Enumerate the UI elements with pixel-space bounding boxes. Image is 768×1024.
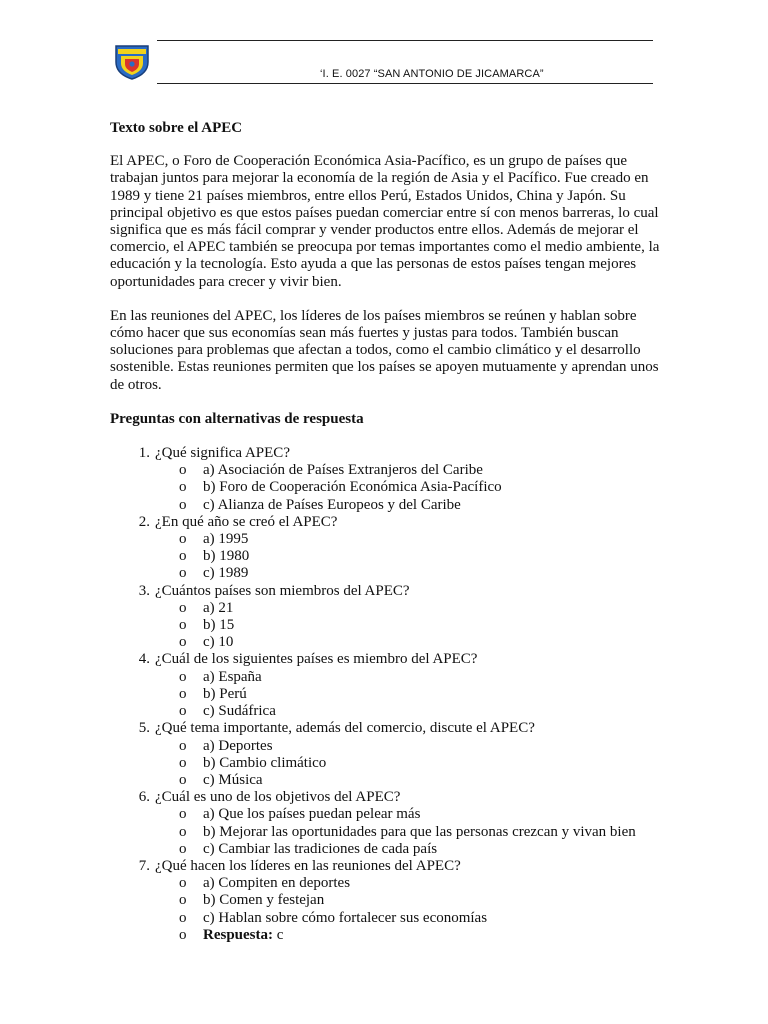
- bullet-icon: o: [179, 462, 187, 479]
- question-item: [110, 445, 662, 514]
- question-text: ¿Cuántos países son miembros del APEC?: [155, 582, 410, 599]
- document-body: [110, 120, 662, 944]
- option-item: [110, 892, 662, 909]
- questions-title: Preguntas con alternativas de respuesta: [110, 410, 364, 427]
- question-text: ¿Cuál de los siguientes países es miembro del APEC?: [155, 651, 478, 668]
- option-text: a) España: [203, 668, 262, 685]
- question-row: [110, 651, 662, 668]
- paragraph-1: El APEC, o Foro de Cooperación Económica Asia-Pacífico, es un grupo de países que trabajan juntos para mejorar la economía de la región de Asia y el Pacífico. Fue creado en 1989 y tiene 21 países miembros, entre ellos Perú, Estados Unidos, China y Japón. Su principal objetivo es que estos países puedan comerciar entre sí con menos barreras, lo cual significa que es más fácil comprar y vender productos entre ellos. Además de mejorar el comercio, el APEC también se preocupa por temas importantes como el medio ambiente, la educación y la tecnología. Esto ayuda a que las personas de estos países tengan mejores oportunidades para crecer y vivir bien.: [110, 153, 660, 290]
- question-number: 1.: [138, 445, 150, 462]
- question-row: [110, 514, 662, 531]
- question-item: [110, 651, 662, 720]
- option-text: b) Cambio climático: [203, 754, 327, 771]
- header-rule-top: [157, 40, 653, 41]
- bullet-icon: o: [179, 565, 187, 582]
- question-item: [110, 514, 662, 583]
- bullet-icon: o: [179, 909, 187, 926]
- option-item: [110, 738, 662, 755]
- option-item: [110, 669, 662, 686]
- option-text: c) 10: [203, 634, 234, 651]
- option-text: c) Hablan sobre cómo fortalecer sus economías: [203, 909, 488, 926]
- option-item: [110, 565, 662, 582]
- option-text: a) 1995: [203, 531, 249, 548]
- bullet-icon: o: [179, 703, 187, 720]
- question-text: ¿Qué significa APEC?: [155, 445, 290, 462]
- question-number: 3.: [138, 582, 150, 599]
- question-item: [110, 789, 662, 858]
- school-crest-icon: [112, 40, 152, 80]
- option-item: [110, 703, 662, 720]
- bullet-icon: o: [179, 806, 187, 823]
- options-list: [110, 600, 662, 652]
- bullet-icon: o: [179, 754, 187, 771]
- question-item: [110, 583, 662, 652]
- option-item: [110, 824, 662, 841]
- option-text: c) 1989: [203, 565, 249, 582]
- option-item: [110, 686, 662, 703]
- bullet-icon: o: [179, 531, 187, 548]
- option-text: c) Cambiar las tradiciones de cada país: [203, 840, 438, 857]
- question-row: [110, 858, 662, 875]
- question-row: [110, 789, 662, 806]
- option-text: a) Que los países puedan pelear más: [203, 806, 421, 823]
- option-item: [110, 479, 662, 496]
- bullet-icon: o: [179, 685, 187, 702]
- bullet-icon: o: [179, 496, 187, 513]
- bullet-icon: o: [179, 892, 187, 909]
- option-text: c) Sudáfrica: [203, 703, 276, 720]
- option-text: a) Deportes: [203, 737, 273, 754]
- options-list: [110, 531, 662, 583]
- bullet-icon: o: [179, 479, 187, 496]
- option-item: [110, 617, 662, 634]
- options-list: [110, 875, 662, 944]
- question-number: 4.: [138, 651, 150, 668]
- options-list: [110, 806, 662, 858]
- answer-label: Respuesta:: [203, 926, 273, 943]
- bullet-icon: o: [179, 548, 187, 565]
- option-text: c) Música: [203, 771, 263, 788]
- question-text: ¿En qué año se creó el APEC?: [155, 513, 338, 530]
- option-item: [110, 806, 662, 823]
- question-row: [110, 583, 662, 600]
- option-item: [110, 634, 662, 651]
- option-text: c) Alianza de Países Europeos y del Caribe: [203, 496, 461, 513]
- header-rule-bottom: [157, 83, 653, 84]
- bullet-icon: o: [179, 599, 187, 616]
- options-list: [110, 738, 662, 790]
- option-item: [110, 910, 662, 927]
- question-text: ¿Qué tema importante, además del comercio, discute el APEC?: [155, 720, 535, 737]
- question-number: 6.: [138, 789, 150, 806]
- question-number: 5.: [138, 720, 150, 737]
- option-text: b) Foro de Cooperación Económica Asia-Pacífico: [203, 479, 502, 496]
- option-text: b) 15: [203, 617, 235, 634]
- bullet-icon: o: [179, 668, 187, 685]
- options-list: [110, 669, 662, 721]
- option-item: [110, 531, 662, 548]
- option-text: b) Comen y festejan: [203, 892, 325, 909]
- option-item: [110, 841, 662, 858]
- document-title: Texto sobre el APEC: [110, 120, 243, 136]
- option-item: [110, 497, 662, 514]
- option-text: a) Asociación de Países Extranjeros del Caribe: [203, 462, 483, 479]
- option-text: a) Compiten en deportes: [203, 875, 351, 892]
- options-list: [110, 462, 662, 514]
- page-header: [0, 0, 768, 100]
- questions-list: [110, 445, 662, 944]
- question-number: 2.: [138, 513, 150, 530]
- option-text: a) 21: [203, 599, 234, 616]
- question-row: [110, 720, 662, 737]
- option-item: [110, 875, 662, 892]
- bullet-icon: o: [179, 771, 187, 788]
- question-row: [110, 445, 662, 462]
- option-item: [110, 462, 662, 479]
- bullet-icon: o: [179, 840, 187, 857]
- question-item: [110, 720, 662, 789]
- bullet-icon: o: [179, 875, 187, 892]
- question-text: ¿Qué hacen los líderes en las reuniones del APEC?: [155, 857, 461, 874]
- question-number: 7.: [138, 857, 150, 874]
- option-text: b) Perú: [203, 685, 247, 702]
- bullet-icon: o: [179, 634, 187, 651]
- option-text: b) Mejorar las oportunidades para que las personas crezcan y vivan bien: [203, 823, 636, 840]
- answer-item: [110, 927, 662, 944]
- option-item: [110, 772, 662, 789]
- option-item: [110, 600, 662, 617]
- paragraph-2: En las reuniones del APEC, los líderes de los países miembros se reúnen y hablan sobre cómo hacer que sus economías sean más fuertes y justas para todos. También buscan soluciones para problemas que afectan a todos, como el cambio climático y el desarrollo sostenible. Estas reuniones permiten que los países se apoyen mutuamente y aprendan unos de otros.: [110, 307, 659, 393]
- bullet-icon: o: [179, 617, 187, 634]
- bullet-icon: o: [179, 926, 187, 943]
- bullet-icon: o: [179, 737, 187, 754]
- option-text: b) 1980: [203, 548, 250, 565]
- question-text: ¿Cuál es uno de los objetivos del APEC?: [155, 789, 401, 806]
- school-name: ‘I. E. 0027 “SAN ANTONIO DE JICAMARCA”: [320, 68, 544, 80]
- bullet-icon: o: [179, 823, 187, 840]
- option-item: [110, 755, 662, 772]
- option-item: [110, 548, 662, 565]
- answer-value: c: [273, 926, 284, 943]
- question-item: [110, 858, 662, 944]
